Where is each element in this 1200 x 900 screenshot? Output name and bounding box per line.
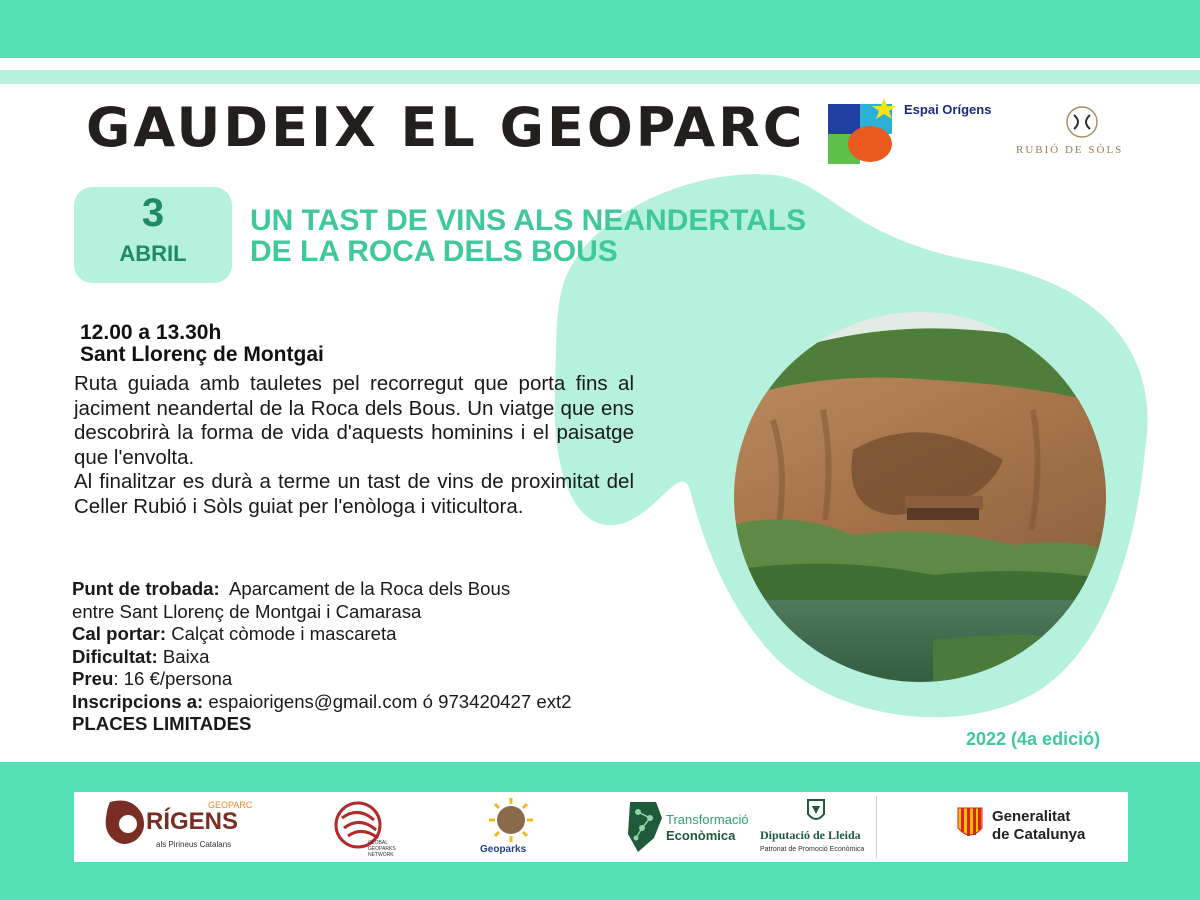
transformacio-label-2: Econòmica [666,828,736,843]
description-paragraph-1: Ruta guiada amb tauletes pel recorregut que porta fins al jaciment neandertal de la Roca dels Bous. Un viatge que ens descobrirà la forma de vida d'aquests hominins i el paisatge que l'envolta. [74,372,634,469]
meeting-point-label: Punt de trobada: [72,578,220,599]
price-label: Preu [72,668,114,689]
generalitat-label-1: Generalitat [992,808,1071,825]
event-details [72,578,732,736]
event-place: Sant Llorenç de Montgai [80,343,324,366]
event-title [250,205,806,267]
geoparc-origens-logo [102,796,272,858]
global-geoparks-network-logo [334,796,414,858]
meeting-point-value: Aparcament de la Roca dels Bous [229,578,511,599]
origens-skull-icon [102,798,148,848]
difficulty-label: Dificultat: [72,645,158,667]
unesco-geoparks-logo [478,796,548,858]
price-row [72,668,732,691]
meeting-point-row [72,578,732,601]
date-day: 3 [141,191,165,235]
espai-origens-label: Espai Orígens [904,102,992,117]
bring-value: Calçat còmode i mascareta [171,623,397,644]
diputacio-sub-label: Patronat de Promoció Econòmica [760,846,865,853]
difficulty-value: Baixa [162,645,210,667]
event-description [74,372,634,519]
ggn-label: GLOBAL GEOPARKS NETWORK [368,840,396,858]
generalitat-label-2: de Catalunya [992,826,1086,843]
unesco-geoparks-label: Geoparks [480,844,527,855]
espai-origens-logo [826,98,1006,168]
transformacio-label-1: Transformació [666,812,749,827]
rubio-de-sols-label: RUBIÓ DE SÒLS [1016,144,1124,156]
places-limited: PLACES LIMITADES [72,713,252,734]
origens-sub-label: als Pirineus Catalans [156,840,232,849]
meeting-point-row-2: entre Sant Llorenç de Montgai i Camarasa [72,600,422,622]
signup-value: espaiorigens@gmail.com ó 973420427 ext2 [208,690,572,712]
transformacio-map-icon [624,798,664,854]
diputacio-shield-icon [806,798,826,824]
diputacio-label: Diputació de Lleida [760,828,861,842]
event-title-line-2: DE LA ROCA DELS BOUS [250,235,618,268]
page-title: GAUDEIX EL GEOPARC [86,96,806,159]
signup-label: Inscripcions a: [72,690,204,712]
origens-main-label: RÍGENS [146,808,239,835]
bring-row [72,623,732,646]
edition-label: 2022 (4a edició) [966,729,1101,749]
generalitat-senyera-icon [956,806,984,842]
signup-row [72,691,732,714]
unesco-sun-icon [486,796,536,842]
generalitat-catalunya-logo [956,806,1106,850]
description-paragraph-2: Al finalitzar es durà a terme un tast de vins de proximitat del Celler Rubió i Sòls guiat per l'enòloga i viticultora. [74,470,634,518]
price-value: : 16 €/persona [113,668,233,689]
date-month: ABRIL [119,241,187,266]
bring-label: Cal portar: [72,623,167,644]
rubio-de-sols-logo [1012,104,1152,164]
origens-small-label: GEOPARC [208,800,253,810]
transformacio-economica-logo [624,796,749,858]
date-badge [74,187,232,283]
sponsor-logo-strip [74,792,1128,862]
espai-origens-mark-icon [826,98,898,166]
diputacio-lleida-logo [758,794,878,860]
difficulty-row [72,646,732,669]
event-title-line-1: UN TAST DE VINS ALS NEANDERTALS [250,204,807,237]
rubio-de-sols-emblem-icon [1064,104,1100,140]
roca-dels-bous-photo [733,310,1108,685]
logo-divider [876,796,877,858]
event-time: 12.00 a 13.30h [80,321,222,344]
